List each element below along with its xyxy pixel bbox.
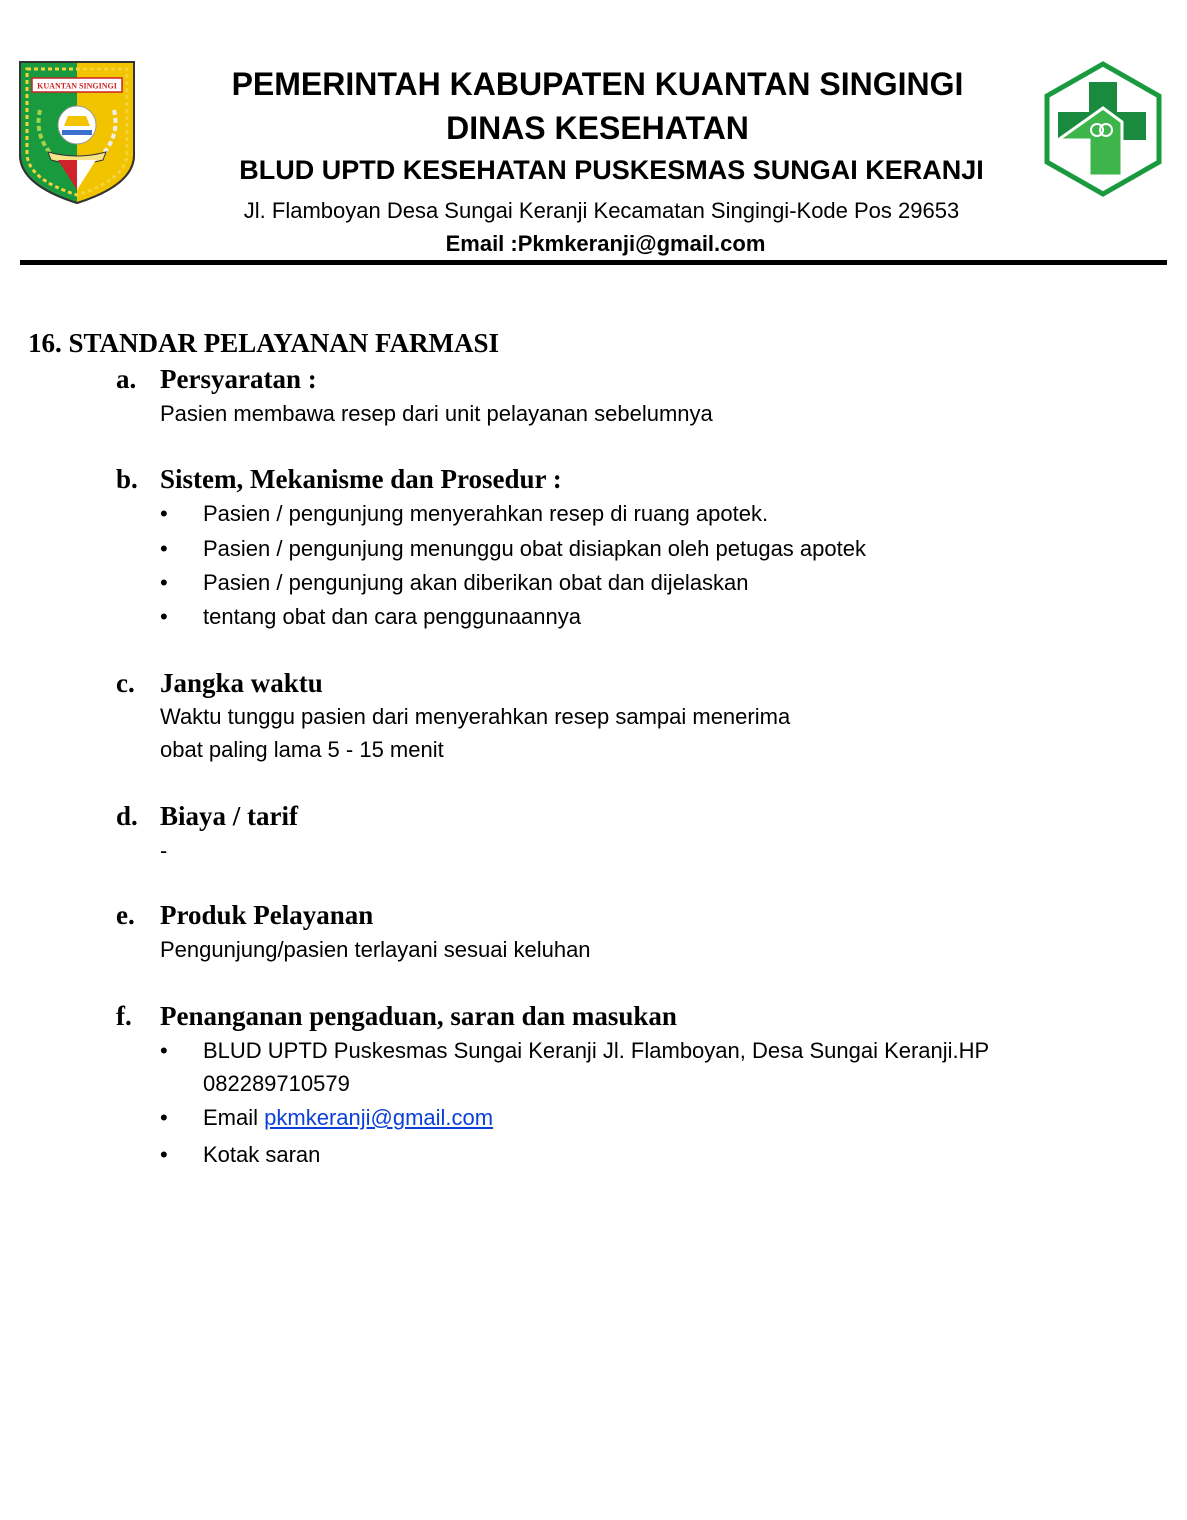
section-heading-prosedur (116, 464, 562, 495)
section-text: Pengunjung/pasien terlayani sesuai keluhan (160, 937, 591, 962)
puskesmas-logo-icon (1042, 60, 1164, 198)
section-heading-produk (116, 900, 373, 931)
list-item: • Email pkmkeranji@gmail.com (160, 1101, 493, 1134)
section-letter: b. (116, 464, 138, 494)
section-title: Produk Pelayanan (160, 900, 374, 930)
section-letter: d. (116, 801, 138, 831)
svg-text:KUANTAN SINGINGI: KUANTAN SINGINGI (37, 81, 117, 91)
list-item: • Pasien / pengunjung menyerahkan resep di ruang apotek. (160, 497, 768, 530)
header-agency: DINAS KESEHATAN (446, 110, 749, 146)
list-item: • tentang obat dan cara penggunaannya (160, 600, 581, 633)
section-title: Biaya / tarif (160, 801, 298, 831)
letterhead (0, 0, 1187, 270)
section-letter: c. (116, 668, 135, 698)
section-letter: f. (116, 1001, 132, 1031)
header-email: Email :Pkmkeranji@gmail.com (445, 231, 766, 256)
bullet-icon: • (160, 536, 168, 561)
section-heading-persyaratan (116, 364, 317, 395)
section-title: Persyaratan : (160, 364, 317, 394)
bullet-icon: • (160, 1038, 168, 1063)
section-letter: e. (116, 900, 135, 930)
section-heading-pengaduan (116, 1001, 677, 1032)
email-link[interactable]: pkmkeranji@gmail.com (264, 1105, 494, 1130)
list-item: • BLUD UPTD Puskesmas Sungai Keranji Jl. Flamboyan, Desa Sungai Keranji.HP 082289710579 (160, 1034, 1060, 1100)
section-title: Penanganan pengaduan, saran dan masukan (160, 1001, 677, 1031)
bullet-icon: • (160, 570, 168, 595)
section-heading-jangka-waktu (116, 668, 323, 699)
list-item: • Kotak saran (160, 1138, 320, 1171)
section-text: obat paling lama 5 - 15 menit (160, 737, 444, 762)
list-item: • Pasien / pengunjung akan diberikan obat dan dijelaskan (160, 566, 749, 599)
section-heading-biaya (116, 801, 298, 832)
bullet-icon: • (160, 1142, 168, 1167)
section-text: - (160, 838, 168, 863)
list-item: • Pasien / pengunjung menunggu obat disiapkan oleh petugas apotek (160, 532, 866, 565)
section-title: Jangka waktu (160, 668, 323, 698)
header-institution: BLUD UPTD KESEHATAN PUSKESMAS SUNGAI KERANJI (239, 155, 984, 185)
bullet-icon: • (160, 1105, 168, 1130)
page-title: 16. STANDAR PELAYANAN FARMASI (28, 328, 500, 358)
section-letter: a. (116, 364, 137, 394)
header-government: PEMERINTAH KABUPATEN KUANTAN SINGINGI (231, 66, 964, 102)
header-divider (20, 260, 1167, 265)
header-address: Jl. Flamboyan Desa Sungai Keranji Kecamatan Singingi-Kode Pos 29653 (243, 198, 960, 223)
bullet-icon: • (160, 501, 168, 526)
section-title: Sistem, Mekanisme dan Prosedur : (160, 464, 562, 494)
bullet-icon: • (160, 604, 168, 629)
section-text: Pasien membawa resep dari unit pelayanan sebelumnya (160, 401, 713, 426)
section-text: Waktu tunggu pasien dari menyerahkan resep sampai menerima (160, 704, 791, 729)
